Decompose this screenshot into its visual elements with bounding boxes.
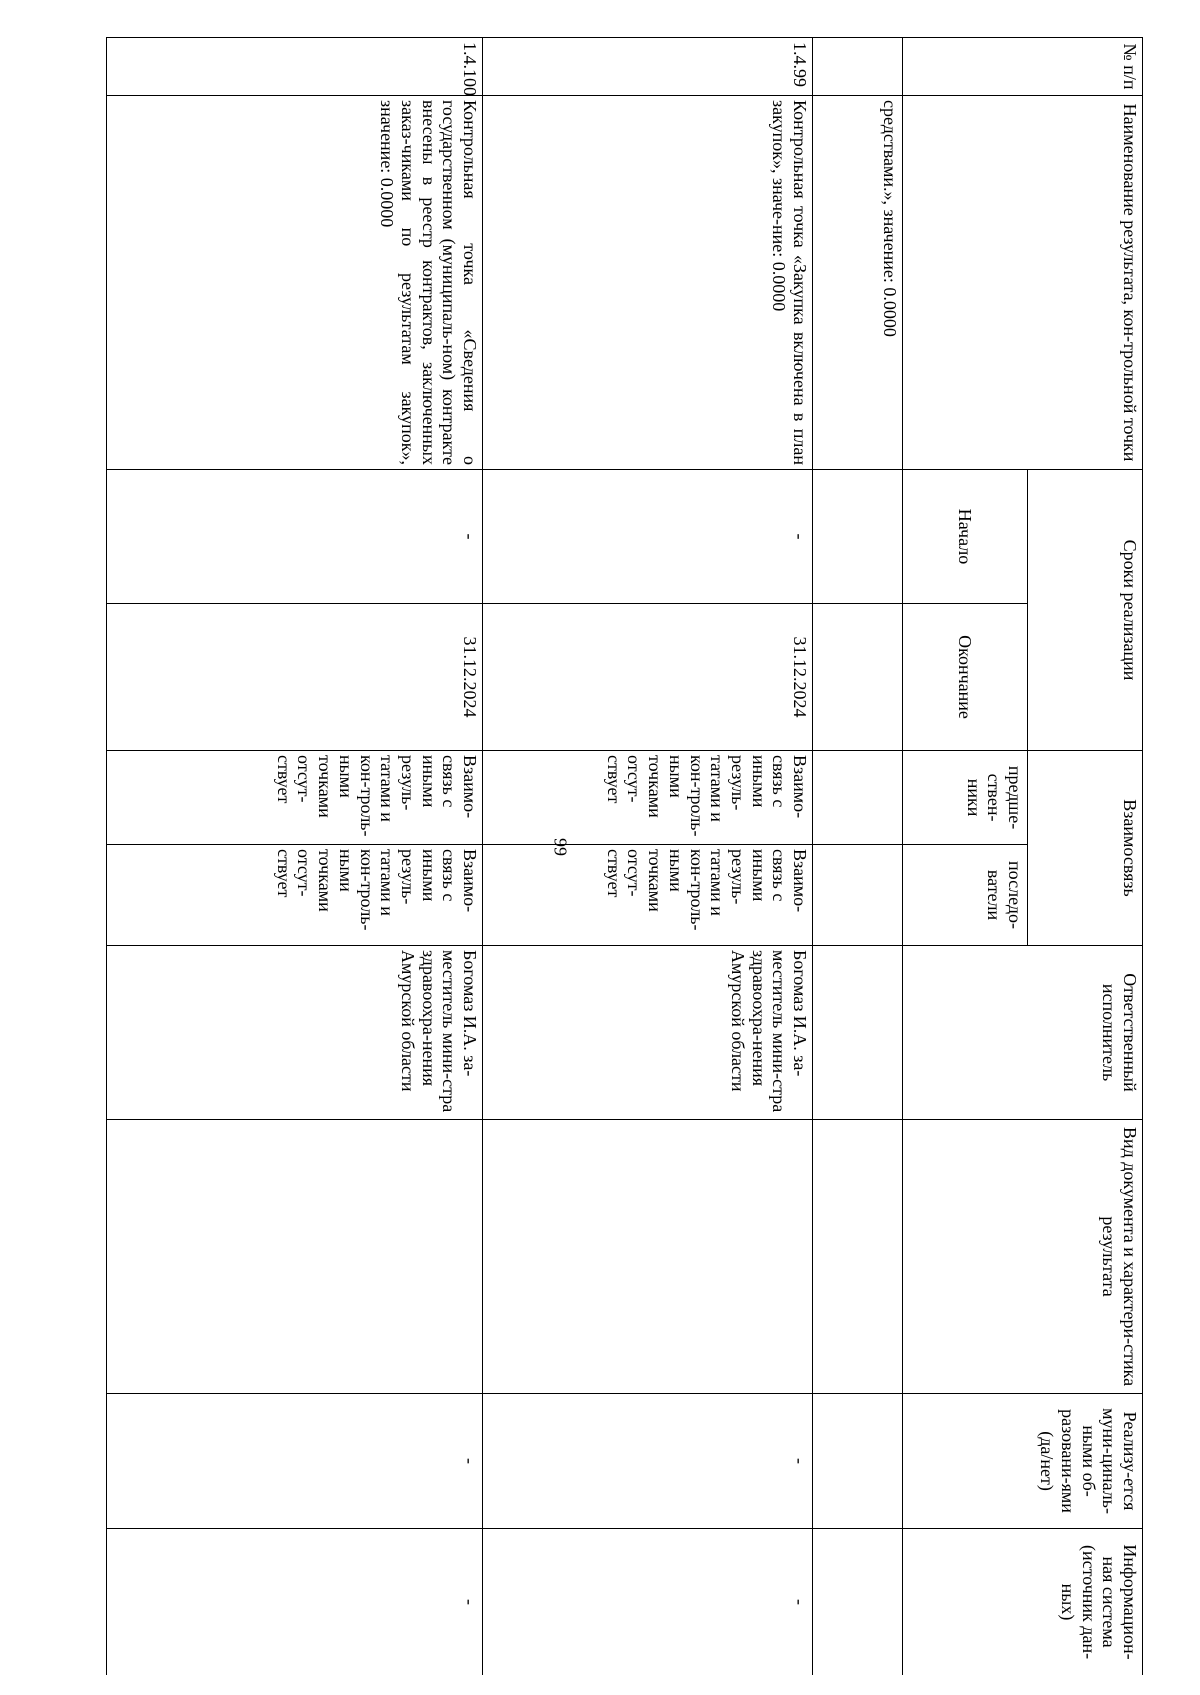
header-start: Начало (903, 470, 1028, 604)
table-row (107, 38, 483, 1676)
header-end: Окончание (903, 604, 1028, 751)
rotated-table-area (106, 37, 1143, 1675)
cell-predecessors (813, 751, 903, 845)
cell-start: - (483, 470, 813, 604)
cell-municipal: - (107, 1394, 483, 1529)
cell-info-system: - (483, 1529, 813, 1675)
cell-start: - (107, 470, 483, 604)
cell-name: средствами.», значение: 0.0000 (813, 96, 903, 470)
cell-successors: Взаимо-связь с иными резуль-татами и кон-троль-ными точками отсут-ствует (483, 845, 813, 946)
table-row (483, 38, 813, 1676)
header-predecessors: предше-ствен-ники (903, 751, 1028, 845)
cell-municipal: - (483, 1394, 813, 1529)
cell-info-system (813, 1529, 903, 1675)
header-name: Наименование результата, кон-трольной точки (903, 96, 1143, 470)
cell-predecessors: Взаимо-связь с иными резуль-татами и кон-троль-ными точками отсут-ствует (107, 751, 483, 845)
rotated-page (106, 37, 1143, 1675)
header-terms: Сроки реализации (1028, 470, 1143, 751)
cell-info-system: - (107, 1529, 483, 1675)
cell-predecessors: Взаимо-связь с иными резуль-татами и кон-троль-ными точками отсут-ствует (483, 751, 813, 845)
header-row-1 (1028, 38, 1143, 1676)
header-municipal: Реализу-ется муни-циналь-ными об-разовани-ями (да/нет) (903, 1394, 1143, 1529)
cell-successors: Взаимо-связь с иными резуль-татами и кон-троль-ными точками отсут-ствует (107, 845, 483, 946)
cell-num: 1.4.99 (483, 38, 813, 96)
cell-responsible (813, 946, 903, 1120)
cell-num: 1.4.100 (107, 38, 483, 96)
cell-doc-type (813, 1120, 903, 1394)
cell-end: 31.12.2024 (107, 604, 483, 751)
cell-responsible: Богомаз И.А. за-меститель мини-стра здравоохра-нения Амурской области (483, 946, 813, 1120)
cell-responsible: Богомаз И.А. за-меститель мини-стра здравоохра-нения Амурской области (107, 946, 483, 1120)
header-num: № п/п (903, 38, 1143, 96)
cell-start (813, 470, 903, 604)
cell-name: Контрольная точка «Сведения о государственном (муниципаль-ном) контракте внесены в реестр контрактов, заключенных заказ-чиками по результатам закупок», значение: 0.0000 (107, 96, 483, 470)
header-doc-type: Вид документа и характери-стика результата (903, 1120, 1143, 1394)
table-row (813, 38, 903, 1676)
cell-num (813, 38, 903, 96)
cell-doc-type (107, 1120, 483, 1394)
cell-name: Контрольная точка «Закупка включена в план закупок», значе-ние: 0.0000 (483, 96, 813, 470)
cell-end: 31.12.2024 (483, 604, 813, 751)
cell-end (813, 604, 903, 751)
header-relation: Взаимосвязь (1028, 751, 1143, 946)
results-table (106, 37, 1143, 1675)
cell-municipal (813, 1394, 903, 1529)
header-responsible: Ответственный исполнитель (903, 946, 1143, 1120)
header-info-system: Информацион-ная система (источник дан-ных) (903, 1529, 1143, 1675)
page-number: 99 (550, 838, 571, 856)
cell-doc-type (483, 1120, 813, 1394)
cell-successors (813, 845, 903, 946)
header-successors: последо-ватели (903, 845, 1028, 946)
